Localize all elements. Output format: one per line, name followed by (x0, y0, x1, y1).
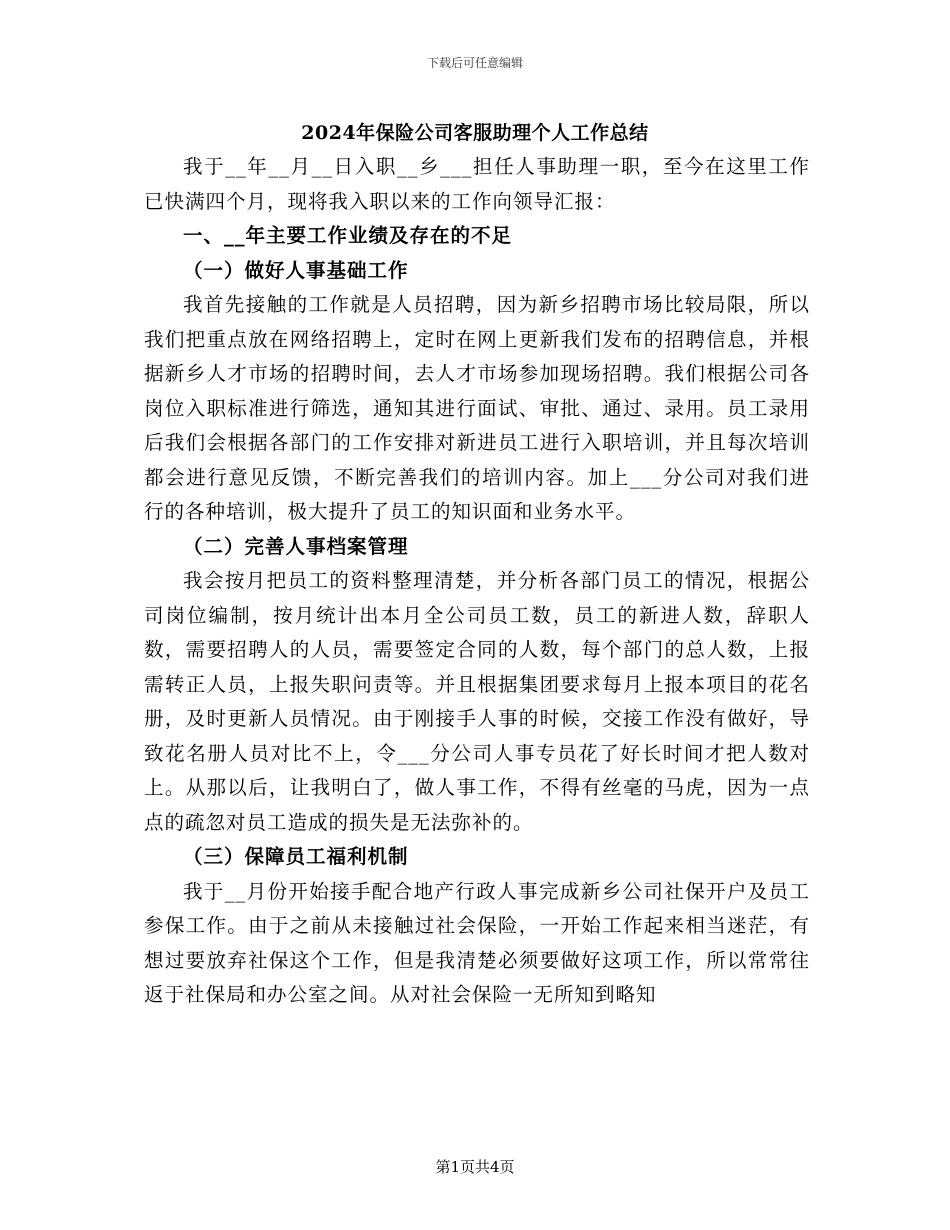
subsection-3-heading: （三）保障员工福利机制 (183, 845, 409, 868)
document-body (144, 150, 810, 1013)
subsection-2-paragraph: 我会按月把员工的资料整理清楚，并分析各部门员工的情况，根据公司岗位编制，按月统计出本月全公司员工数，员工的新进人数，辞职人数，需要招聘人的人员，需要签定合同的人数，每个部门的总人数，上报需转正人员，上报失职问责等。并且根据集团要求每月上报本项目的花名册，及时更新人员情况。由于刚接手人事的时候，交接工作没有做好，导致花名册人员对比不上，令___分公司人事专员花了好长时间才把人数对上。从那以后，让我明白了，做人事工作，不得有丝毫的马虎，因为一点点的疏忽对员工造成的损失是无法弥补的。 (144, 569, 810, 834)
document-title: 2024年保险公司客服助理个人工作总结 (301, 122, 649, 144)
subsection-1-paragraph: 我首先接触的工作就是人员招聘，因为新乡招聘市场比较局限，所以我们把重点放在网络招聘上，定时在网上更新我们发布的招聘信息，并根据新乡人才市场的招聘时间，去人才市场参加现场招聘。我们根据公司各岗位入职标准进行筛选，通知其进行面试、审批、通过、录用。员工录用后我们会根据各部门的工作安排对新进员工进行入职培训，并且每次培训都会进行意见反馈，不断完善我们的培训内容。加上___分公司对我们进行的各种培训，极大提升了员工的知识面和业务水平。 (144, 293, 810, 523)
intro-paragraph: 我于__年__月__日入职__乡___担任人事助理一职，至今在这里工作已快满四个月，现将我入职以来的工作向领导汇报： (144, 155, 810, 213)
section-1-heading: 一、__年主要工作业绩及存在的不足 (183, 224, 513, 247)
subsection-2-heading: （二）完善人事档案管理 (183, 534, 409, 558)
page-header-note: 下载后可任意编辑 (426, 56, 523, 70)
page-number-footer: 第1页共4页 (435, 1158, 515, 1176)
subsection-3-paragraph: 我于__月份开始接手配合地产行政人事完成新乡公司社保开户及员工参保工作。由于之前从未接触过社会保险，一开始工作起来相当迷茫，有想过要放弃社保这个工作，但是我清楚必须要做好这项工作，所以常常往返于社保局和办公室之间。从对社会保险一无所知到略知 (144, 879, 810, 1006)
subsection-1-heading: （一）做好人事基础工作 (183, 258, 409, 282)
